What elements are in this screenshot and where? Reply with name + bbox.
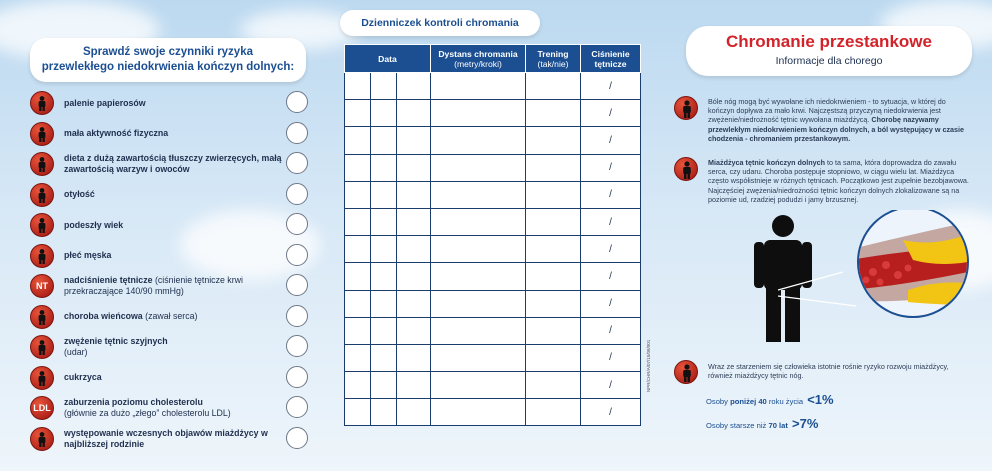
risk-factor-checkbox[interactable] bbox=[286, 274, 308, 296]
risk-factor-checkbox[interactable] bbox=[286, 305, 308, 327]
risk-factor-item bbox=[30, 333, 320, 361]
log-table bbox=[344, 44, 641, 426]
person-icon bbox=[674, 360, 698, 384]
heart-icon bbox=[30, 305, 54, 329]
header-date: Data bbox=[345, 45, 431, 73]
risk-factor-label: występowanie wczesnych objawów miażdżycy w najbliższej rodzinie bbox=[64, 427, 268, 449]
stat1-value: <1% bbox=[807, 392, 834, 407]
log-row bbox=[345, 181, 641, 208]
info-paragraph-1 bbox=[708, 97, 974, 143]
risk-factor-label: cukrzyca bbox=[64, 372, 102, 382]
date-day-cell[interactable] bbox=[345, 73, 371, 100]
risk-factor-item bbox=[30, 364, 320, 392]
info-p1-bold: Chorobę nazywamy przewlekłym niedokrwieniem kończyn dolnych, a ból występujący w czasie chodzenia - chromaniem przestankowym. bbox=[708, 115, 965, 143]
risk-factor-label: zwężenie tętnic szyjnych bbox=[64, 336, 168, 346]
distance-cell[interactable] bbox=[431, 344, 526, 371]
date-month-cell[interactable] bbox=[371, 344, 397, 371]
distance-cell[interactable] bbox=[431, 372, 526, 399]
risk-factor-label: podeszły wiek bbox=[64, 219, 124, 230]
date-day-cell[interactable] bbox=[345, 290, 371, 317]
pressure-cell[interactable]: / bbox=[581, 127, 641, 154]
pressure-cell[interactable]: / bbox=[581, 100, 641, 127]
distance-cell[interactable] bbox=[431, 236, 526, 263]
stat2-pre: Osoby starsze niż bbox=[706, 421, 769, 430]
person-icon bbox=[674, 157, 698, 181]
training-cell[interactable] bbox=[526, 236, 581, 263]
log-row bbox=[345, 372, 641, 399]
stat2-bold: 70 lat bbox=[768, 421, 788, 430]
tv-icon bbox=[30, 122, 54, 146]
date-year-cell[interactable] bbox=[397, 100, 431, 127]
date-year-cell[interactable] bbox=[397, 208, 431, 235]
risk-factor-label: dieta z dużą zawartością tłuszczy zwierzęcych, małą zawartością warzyw i owoców bbox=[64, 153, 282, 174]
stat1-bold: poniżej 40 bbox=[730, 397, 767, 406]
training-cell[interactable] bbox=[526, 317, 581, 344]
date-month-cell[interactable] bbox=[371, 317, 397, 344]
date-year-cell[interactable] bbox=[397, 372, 431, 399]
stat1-pre: Osoby bbox=[706, 397, 731, 406]
risk-factor-label: płeć męska bbox=[64, 250, 112, 260]
distance-cell[interactable] bbox=[431, 208, 526, 235]
risk-factor-label: otyłość bbox=[64, 189, 95, 199]
date-day-cell[interactable] bbox=[345, 263, 371, 290]
pressure-cell[interactable]: / bbox=[581, 154, 641, 181]
distance-cell[interactable] bbox=[431, 263, 526, 290]
artery-cross-section-icon bbox=[848, 210, 978, 317]
risk-factor-item bbox=[30, 150, 320, 178]
pressure-cell[interactable]: / bbox=[581, 344, 641, 371]
info-title-pill bbox=[686, 26, 972, 76]
date-year-cell[interactable] bbox=[397, 344, 431, 371]
date-day-cell[interactable] bbox=[345, 317, 371, 344]
risk-factor-text bbox=[64, 333, 286, 361]
risk-factor-item bbox=[30, 394, 320, 422]
info-title: Chromanie przestankowe bbox=[726, 32, 932, 51]
date-day-cell[interactable] bbox=[345, 127, 371, 154]
log-row bbox=[345, 399, 641, 426]
risk-factor-note: (zawał serca) bbox=[145, 311, 198, 321]
log-row bbox=[345, 127, 641, 154]
date-month-cell[interactable] bbox=[371, 399, 397, 426]
risk-factors-title-line2: przewlekłego niedokrwienia kończyn dolnych: bbox=[41, 61, 295, 73]
date-year-cell[interactable] bbox=[397, 399, 431, 426]
training-cell[interactable] bbox=[526, 344, 581, 371]
log-header-row bbox=[345, 45, 641, 73]
training-cell[interactable] bbox=[526, 127, 581, 154]
risk-factor-label: palenie papierosów bbox=[64, 97, 146, 108]
distance-cell[interactable] bbox=[431, 399, 526, 426]
header-training-label: Trening bbox=[537, 48, 569, 59]
male-figure-icon bbox=[30, 244, 54, 268]
document-code: NPR/CHR/A/07/15/08/001 bbox=[646, 339, 651, 392]
risk-factors-title-line1: Sprawdź swoje czynniki ryzyka bbox=[82, 46, 253, 58]
header-training bbox=[526, 45, 581, 73]
risk-factor-checkbox[interactable] bbox=[286, 183, 308, 205]
date-year-cell[interactable] bbox=[397, 181, 431, 208]
distance-cell[interactable] bbox=[431, 181, 526, 208]
risk-factor-item bbox=[30, 181, 320, 209]
pressure-cell[interactable]: / bbox=[581, 290, 641, 317]
risk-factor-text bbox=[64, 242, 286, 270]
header-distance-label: Dystans chromania bbox=[438, 48, 518, 59]
risk-factor-checkbox[interactable] bbox=[286, 427, 308, 449]
info-p2-text: to ta sama, która doprowadza do zawału serca, czy udaru. Choroba postępuje stopniowo, w ciągu wielu lat. Miażdżyca często współistnieje w różnych tętnicach. Początkowo jest zupełnie bezobjawowa. Najczęściej zwężenia/niedrożności tętnic kończyn dolnych zlokalizowane są na poziomie ud, rzadziej podudzi i jamy brzusznej. bbox=[708, 158, 969, 204]
info-p1-text: Bóle nóg mogą być wywołane ich niedokrwieniem - to sytuacja, w której do kończyn dopływa za mało krwi. Najczęstszą przyczyną niedokrwienia jest zwężenie/niedrożność tętnic wywołana miażdżycą. bbox=[708, 97, 946, 125]
date-month-cell[interactable] bbox=[371, 290, 397, 317]
date-year-cell[interactable] bbox=[397, 236, 431, 263]
pressure-cell[interactable]: / bbox=[581, 399, 641, 426]
date-day-cell[interactable] bbox=[345, 154, 371, 181]
stat2-value: >7% bbox=[792, 416, 819, 431]
pressure-cell[interactable]: / bbox=[581, 208, 641, 235]
date-day-cell[interactable] bbox=[345, 208, 371, 235]
date-year-cell[interactable] bbox=[397, 290, 431, 317]
risk-factor-checkbox[interactable] bbox=[286, 396, 308, 418]
risk-factor-label: mała aktywność fizyczna bbox=[64, 128, 169, 138]
risk-factor-text bbox=[64, 211, 286, 239]
date-month-cell[interactable] bbox=[371, 236, 397, 263]
glucometer-icon bbox=[30, 366, 54, 390]
date-year-cell[interactable] bbox=[397, 263, 431, 290]
risk-factor-label: nadciśnienie tętnicze bbox=[64, 275, 153, 285]
risk-factor-checkbox[interactable] bbox=[286, 366, 308, 388]
risk-factor-text bbox=[64, 272, 286, 300]
risk-factor-label: choroba wieńcowa bbox=[64, 311, 143, 321]
log-body bbox=[345, 73, 641, 426]
header-pressure: Ciśnienie tętnicze bbox=[581, 45, 641, 73]
training-cell[interactable] bbox=[526, 100, 581, 127]
risk-factor-note: (głównie za dużo „złego” cholesterolu LDL) bbox=[64, 408, 231, 418]
risk-factor-text bbox=[64, 150, 286, 178]
cigarette-icon bbox=[30, 91, 54, 115]
log-title: Dzienniczek kontroli chromania bbox=[340, 10, 540, 36]
risk-factor-label: zaburzenia poziomu cholesterolu bbox=[64, 397, 203, 407]
ldl-icon: LDL bbox=[30, 396, 54, 420]
training-cell[interactable] bbox=[526, 181, 581, 208]
risk-factor-checkbox[interactable] bbox=[286, 335, 308, 357]
distance-cell[interactable] bbox=[431, 317, 526, 344]
human-silhouette-icon bbox=[754, 215, 856, 342]
log-row bbox=[345, 290, 641, 317]
claudication-log-panel bbox=[330, 0, 660, 471]
artery-icon bbox=[30, 335, 54, 359]
log-row bbox=[345, 344, 641, 371]
log-row bbox=[345, 73, 641, 100]
risk-factor-item bbox=[30, 211, 320, 239]
risk-factor-checkbox[interactable] bbox=[286, 213, 308, 235]
pressure-cell[interactable]: / bbox=[581, 317, 641, 344]
risk-factors-title bbox=[30, 38, 306, 82]
pressure-cell[interactable]: / bbox=[581, 181, 641, 208]
distance-cell[interactable] bbox=[431, 127, 526, 154]
date-day-cell[interactable] bbox=[345, 372, 371, 399]
date-month-cell[interactable] bbox=[371, 181, 397, 208]
date-day-cell[interactable] bbox=[345, 236, 371, 263]
training-cell[interactable] bbox=[526, 263, 581, 290]
log-row bbox=[345, 100, 641, 127]
training-cell[interactable] bbox=[526, 73, 581, 100]
log-row bbox=[345, 236, 641, 263]
risk-factor-text bbox=[64, 120, 286, 148]
food-icon bbox=[30, 152, 54, 176]
risk-factor-checkbox[interactable] bbox=[286, 122, 308, 144]
info-subtitle: Informacje dla chorego bbox=[775, 55, 883, 67]
info-paragraph-2 bbox=[708, 158, 974, 204]
date-day-cell[interactable] bbox=[345, 181, 371, 208]
date-month-cell[interactable] bbox=[371, 73, 397, 100]
date-year-cell[interactable] bbox=[397, 317, 431, 344]
date-year-cell[interactable] bbox=[397, 154, 431, 181]
pressure-cell[interactable]: / bbox=[581, 372, 641, 399]
risk-factor-text bbox=[64, 181, 286, 209]
risk-factor-text bbox=[64, 303, 286, 331]
date-day-cell[interactable] bbox=[345, 399, 371, 426]
risk-factors-panel bbox=[0, 0, 325, 471]
training-cell[interactable] bbox=[526, 208, 581, 235]
distance-cell[interactable] bbox=[431, 73, 526, 100]
log-row bbox=[345, 154, 641, 181]
nt-icon: NT bbox=[30, 274, 54, 298]
risk-factor-text bbox=[64, 425, 286, 453]
risk-factor-text bbox=[64, 364, 286, 392]
log-row bbox=[345, 317, 641, 344]
date-month-cell[interactable] bbox=[371, 154, 397, 181]
info-paragraph-3: Wraz ze starzeniem się człowieka istotnie rośnie ryzyko rozwoju miażdżycy, również miażdżycy tętnic nóg. bbox=[708, 362, 949, 381]
date-month-cell[interactable] bbox=[371, 372, 397, 399]
risk-factor-item bbox=[30, 120, 320, 148]
obese-figure-icon bbox=[30, 183, 54, 207]
date-month-cell[interactable] bbox=[371, 263, 397, 290]
date-year-cell[interactable] bbox=[397, 73, 431, 100]
info-p2-bold: Miażdżyca tętnic kończyn dolnych bbox=[708, 158, 826, 167]
stat1-post: roku życia bbox=[766, 397, 806, 406]
risk-factor-item bbox=[30, 242, 320, 270]
artery-illustration bbox=[738, 210, 978, 345]
date-day-cell[interactable] bbox=[345, 100, 371, 127]
stat-under-40 bbox=[706, 392, 834, 407]
log-row bbox=[345, 208, 641, 235]
training-cell[interactable] bbox=[526, 399, 581, 426]
risk-factor-text bbox=[64, 394, 286, 422]
risk-factor-item bbox=[30, 303, 320, 331]
date-month-cell[interactable] bbox=[371, 100, 397, 127]
training-cell[interactable] bbox=[526, 154, 581, 181]
distance-cell[interactable] bbox=[431, 154, 526, 181]
date-month-cell[interactable] bbox=[371, 208, 397, 235]
risk-factor-note: (ciśnienie tętnicze krwi przekraczające 140/90 mmHg) bbox=[64, 275, 243, 296]
log-row bbox=[345, 263, 641, 290]
risk-factor-note: (udar) bbox=[64, 347, 88, 357]
risk-factor-checkbox[interactable] bbox=[286, 244, 308, 266]
training-cell[interactable] bbox=[526, 290, 581, 317]
pressure-cell[interactable]: / bbox=[581, 73, 641, 100]
date-month-cell[interactable] bbox=[371, 127, 397, 154]
header-distance bbox=[431, 45, 526, 73]
elderly-figure-icon bbox=[30, 213, 54, 237]
risk-factor-item bbox=[30, 89, 320, 117]
distance-cell[interactable] bbox=[431, 290, 526, 317]
stat-over-70 bbox=[706, 416, 818, 431]
date-year-cell[interactable] bbox=[397, 127, 431, 154]
header-training-sub: (tak/nie) bbox=[537, 58, 569, 69]
pressure-cell[interactable]: / bbox=[581, 263, 641, 290]
distance-cell[interactable] bbox=[431, 100, 526, 127]
risk-factor-item bbox=[30, 425, 320, 453]
header-distance-sub: (metry/kroki) bbox=[454, 58, 502, 69]
vessel-icon bbox=[30, 427, 54, 451]
risk-factor-checkbox[interactable] bbox=[286, 152, 308, 174]
person-icon bbox=[674, 96, 698, 120]
risk-factor-item bbox=[30, 272, 320, 300]
training-cell[interactable] bbox=[526, 372, 581, 399]
risk-factor-text bbox=[64, 89, 286, 117]
date-day-cell[interactable] bbox=[345, 344, 371, 371]
info-panel bbox=[668, 0, 992, 471]
pressure-cell[interactable]: / bbox=[581, 236, 641, 263]
risk-factor-checkbox[interactable] bbox=[286, 91, 308, 113]
